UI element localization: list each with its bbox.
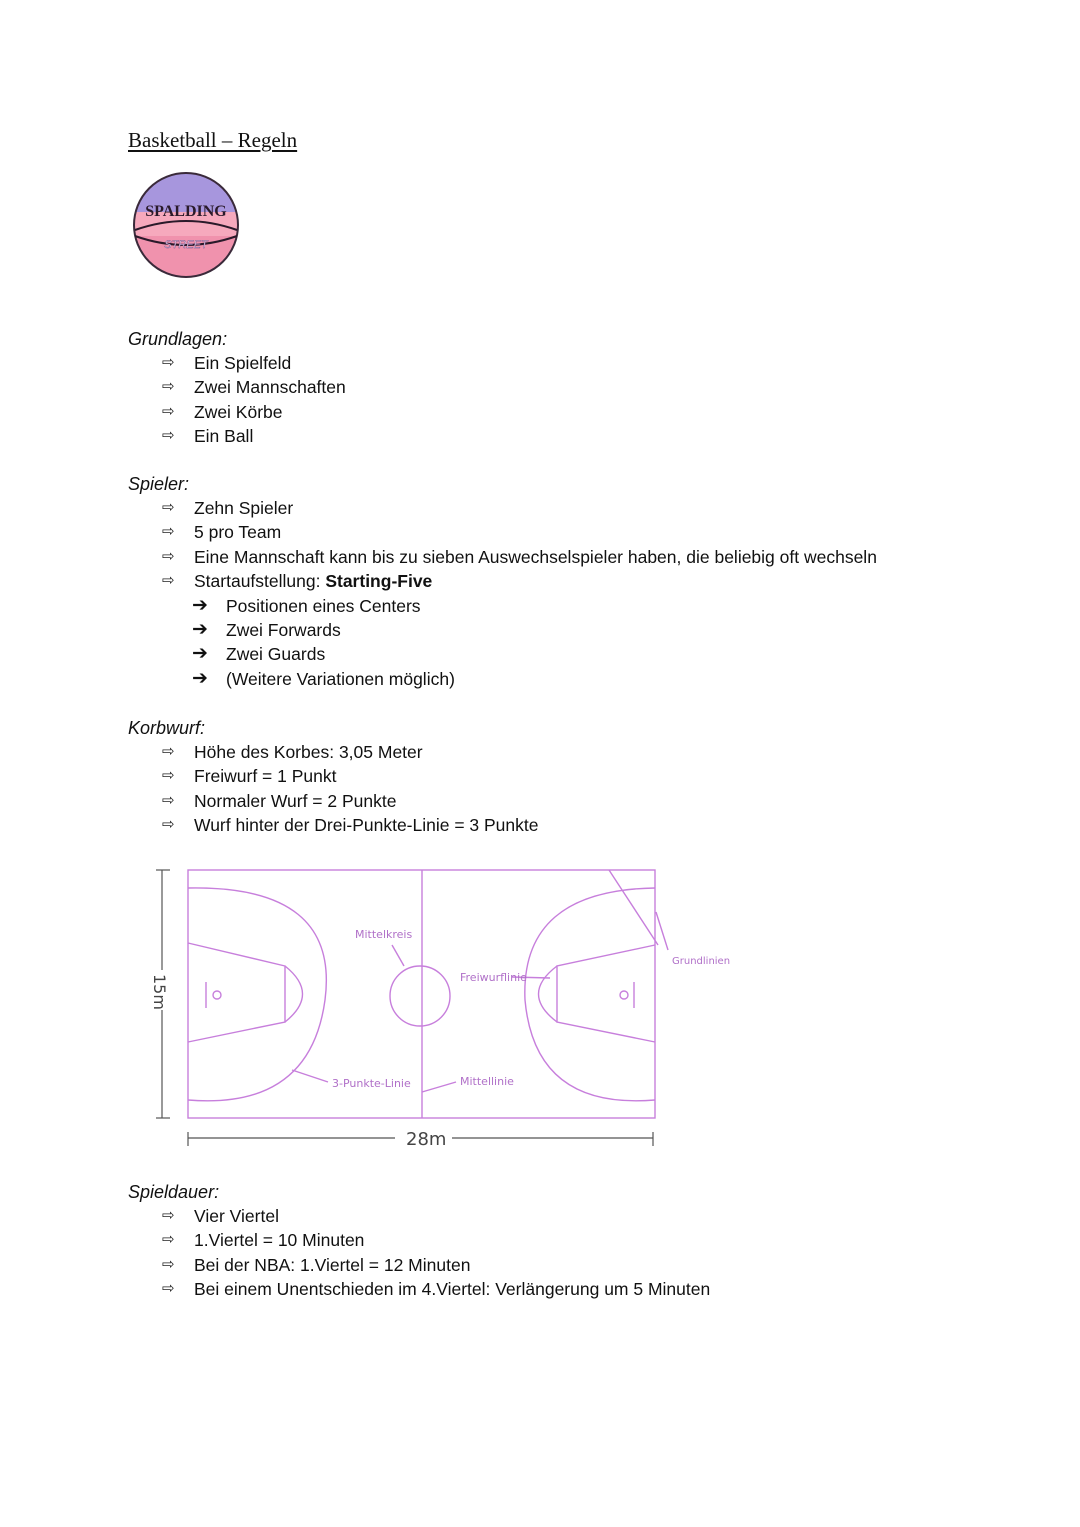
- label-dreipunkte: 3-Punkte-Linie: [332, 1077, 411, 1090]
- section-heading: Grundlagen:: [128, 329, 228, 349]
- arrow-icon: ⇨: [162, 378, 175, 396]
- section-spieldauer: [128, 1180, 710, 1302]
- key-right: [557, 945, 655, 1042]
- label-mittellinie: Mittellinie: [460, 1075, 514, 1088]
- arrow-icon: ⇨: [162, 402, 175, 420]
- list-item: ⇨ Ein Ball: [128, 424, 346, 448]
- arrow-icon: ⇨: [162, 1255, 175, 1273]
- arrow-icon: ⇨: [162, 427, 175, 445]
- list-item: ⇨ 1.Viertel = 10 Minuten: [128, 1228, 710, 1252]
- sub-list-item: ➔ Zwei Forwards: [128, 618, 877, 642]
- arrow-icon: ⇨: [162, 767, 175, 785]
- list-item: ⇨ Zwei Körbe: [128, 400, 346, 424]
- list-item: ⇨ Zehn Spieler: [128, 496, 877, 520]
- pointer-mittelkreis: [392, 945, 404, 966]
- list-item: ⇨ Eine Mannschaft kann bis zu sieben Auswechselspieler haben, die beliebig oft wechseln: [128, 545, 877, 569]
- list-item: ⇨ Ein Spielfeld: [128, 351, 346, 375]
- section-grundlagen: [128, 327, 346, 449]
- section-korbwurf: [128, 716, 539, 838]
- key-left: [188, 943, 285, 1042]
- arrow-right-icon: ➔: [192, 643, 208, 665]
- label-width: 28m: [406, 1129, 447, 1150]
- arrow-icon: ⇨: [162, 1231, 175, 1249]
- label-mittelkreis: Mittelkreis: [355, 928, 413, 941]
- label-height: 15m: [150, 974, 169, 1010]
- arrow-right-icon: ➔: [192, 594, 208, 616]
- list-item: ⇨ Startaufstellung: Starting-Five: [128, 569, 877, 593]
- arrow-icon: ⇨: [162, 354, 175, 371]
- basketball-image: [130, 172, 242, 278]
- list-item: ⇨ Zwei Mannschaften: [128, 375, 346, 399]
- list-item: ⇨ Bei der NBA: 1.Viertel = 12 Minuten: [128, 1253, 710, 1277]
- free-throw-arc-right: [539, 966, 558, 1022]
- section-spieler: [128, 472, 877, 691]
- label-grundlinien: Grundlinien: [672, 956, 731, 967]
- arrow-icon: ⇨: [162, 572, 175, 590]
- list-item: ⇨ Normaler Wurf = 2 Punkte: [128, 789, 539, 813]
- arrow-icon: ⇨: [162, 1207, 175, 1224]
- pointer-mittellinie: [422, 1082, 456, 1092]
- page-title: Basketball – Regeln: [128, 128, 298, 152]
- center-circle: [390, 966, 450, 1026]
- ball-model: STREET: [164, 239, 208, 251]
- three-point-line-left: [188, 888, 326, 1101]
- arrow-icon: ⇨: [162, 523, 175, 541]
- section-heading: Spieldauer:: [128, 1182, 220, 1202]
- list-item: ⇨ Höhe des Korbes: 3,05 Meter: [128, 740, 539, 764]
- three-point-line-right: [525, 888, 655, 1101]
- ball-brand: SPALDING: [145, 203, 227, 220]
- starting-five-label: Starting-Five: [325, 571, 433, 592]
- hoop-left: [213, 991, 221, 999]
- section-heading: Spieler:: [128, 474, 190, 494]
- arrow-icon: ⇨: [162, 816, 175, 834]
- hoop-right: [620, 991, 628, 999]
- list-item: ⇨ Freiwurf = 1 Punkt: [128, 764, 539, 788]
- arrow-icon: ⇨: [162, 547, 175, 565]
- arrow-icon: ⇨: [162, 499, 175, 516]
- sub-list-item: ➔ Zwei Guards: [128, 642, 877, 666]
- arrow-icon: ⇨: [162, 1280, 175, 1298]
- section-heading: Korbwurf:: [128, 718, 206, 738]
- list-item: ⇨ Vier Viertel: [128, 1204, 710, 1228]
- arrow-right-icon: ➔: [192, 618, 208, 640]
- list-item: ⇨ Bei einem Unentschieden im 4.Viertel: Verlängerung um 5 Minuten: [128, 1277, 710, 1301]
- free-throw-arc-left: [285, 966, 303, 1022]
- label-freiwurflinie: Freiwurflinie: [460, 971, 527, 984]
- sub-list-item: ➔ (Weitere Variationen möglich): [128, 667, 877, 691]
- arrow-icon: ⇨: [162, 791, 175, 809]
- list-item: ⇨ Wurf hinter der Drei-Punkte-Linie = 3 Punkte: [128, 813, 539, 837]
- pointer-dreipunkte: [292, 1070, 328, 1082]
- sub-list-item: ➔ Positionen eines Centers: [128, 594, 877, 618]
- arrow-icon: ⇨: [162, 743, 175, 760]
- basketball-court-diagram: [140, 860, 760, 1160]
- pointer-grundlinie-1: [609, 870, 658, 945]
- arrow-right-icon: ➔: [192, 667, 208, 689]
- list-item: ⇨ 5 pro Team: [128, 520, 877, 544]
